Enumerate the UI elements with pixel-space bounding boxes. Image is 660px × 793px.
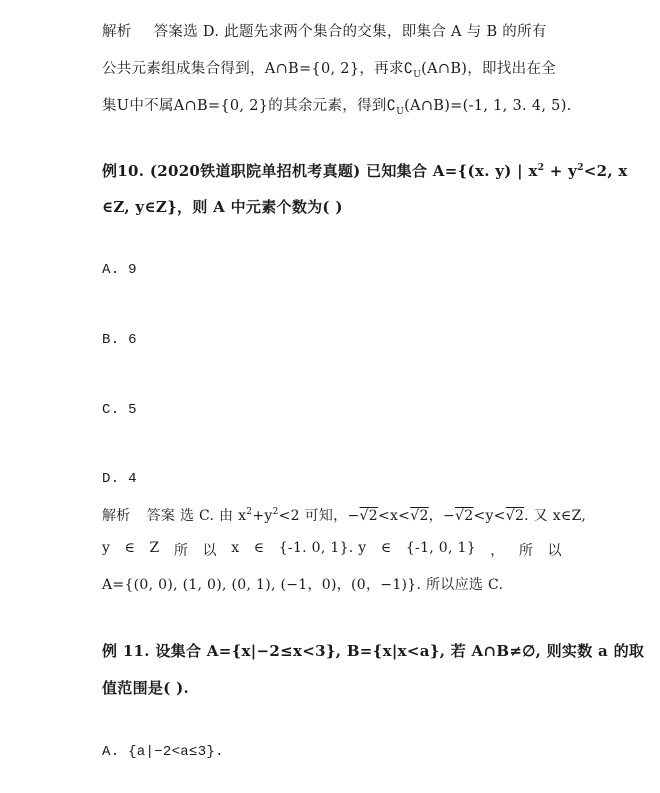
analysis-label: 解析 <box>102 24 132 40</box>
word: ∈ <box>124 540 136 556</box>
word: x <box>231 540 240 556</box>
analysis-1-line-3 <box>102 94 572 117</box>
analysis-text: (A∩B)，即找出在全 <box>421 61 557 77</box>
example-text: 例10. (2020铁道职院单招机考真题) 已知集合 A={(x. y) | x <box>102 162 538 180</box>
analysis-text: <2 可知，− <box>278 508 360 524</box>
analysis-text: <y< <box>473 508 506 524</box>
word: ∈ <box>253 540 265 556</box>
exponent: 2 <box>246 507 253 517</box>
analysis-1-line-1 <box>102 20 562 41</box>
option-a: A. 9 <box>102 262 137 278</box>
analysis-1-line-2 <box>102 57 562 78</box>
word: Z <box>149 540 160 556</box>
complement-subscript: U <box>413 70 422 80</box>
example-10-line-1 <box>102 160 628 181</box>
analysis-text: <x< <box>377 508 411 524</box>
example-text: + y <box>544 162 578 180</box>
analysis-text: 答案选 D. 此题先求两个集合的交集，即集合 A 与 B 的所有 <box>153 24 547 40</box>
example-10-line-2: ∈Z, y∈Z}，则 A 中元素个数为( ) <box>102 198 343 216</box>
option-a: A. {a|−2<a≤3}. <box>102 744 224 760</box>
analysis-2-line-1 <box>102 505 587 525</box>
example-11-line-2: 值范围是( ). <box>102 679 190 697</box>
analysis-text: ，− <box>428 508 455 524</box>
word: 所 <box>173 543 189 559</box>
analysis-label: 解析 <box>102 508 131 524</box>
analysis-text: 集U中不属A∩B={0, 2}的其余元素，得到∁ <box>102 98 397 114</box>
exponent: 2 <box>577 163 584 173</box>
word: y <box>102 540 111 556</box>
word: 所 <box>518 543 534 559</box>
sqrt-two: √2 <box>410 508 429 524</box>
word: ∈ <box>380 540 392 556</box>
analysis-2-line-2 <box>102 540 562 560</box>
analysis-text: (A∩B)=(-1, 1, 3. 4, 5). <box>404 98 572 114</box>
sqrt-two: √2 <box>505 508 525 524</box>
word: {-1, 0, 1} <box>405 540 476 556</box>
option-d: D. 4 <box>102 471 137 487</box>
exponent: 2 <box>537 163 545 173</box>
sqrt-two: √2 <box>455 508 474 524</box>
analysis-text: 公共元素组成集合得到，A∩B={0, 2}，再求∁ <box>102 61 414 77</box>
complement-subscript: U <box>396 107 405 117</box>
word: ， <box>490 543 505 559</box>
example-11-line-1: 例 11. 设集合 A={x|−2≤x<3}, B={x|x<a}, 若 A∩B≠∅, 则实数 a 的取 <box>102 642 645 660</box>
example-text: <2, x <box>583 162 628 180</box>
option-c: C. 5 <box>102 402 137 418</box>
option-b: B. 6 <box>102 332 137 348</box>
word: {-1. 0, 1}. y <box>278 540 367 556</box>
sqrt-two: √2 <box>359 508 378 524</box>
word: 以 <box>202 543 217 559</box>
analysis-text: +y <box>252 508 273 524</box>
word: 以 <box>547 543 562 559</box>
analysis-text: 答案 选 C. 由 x <box>146 508 247 524</box>
analysis-2-line-3: A={(0, 0), (1, 0), (0, 1), (−1，0)，(0，−1)}. 所以应选 C. <box>102 577 504 593</box>
analysis-text: . 又 x∈Z, <box>524 508 587 524</box>
exponent: 2 <box>272 507 279 517</box>
